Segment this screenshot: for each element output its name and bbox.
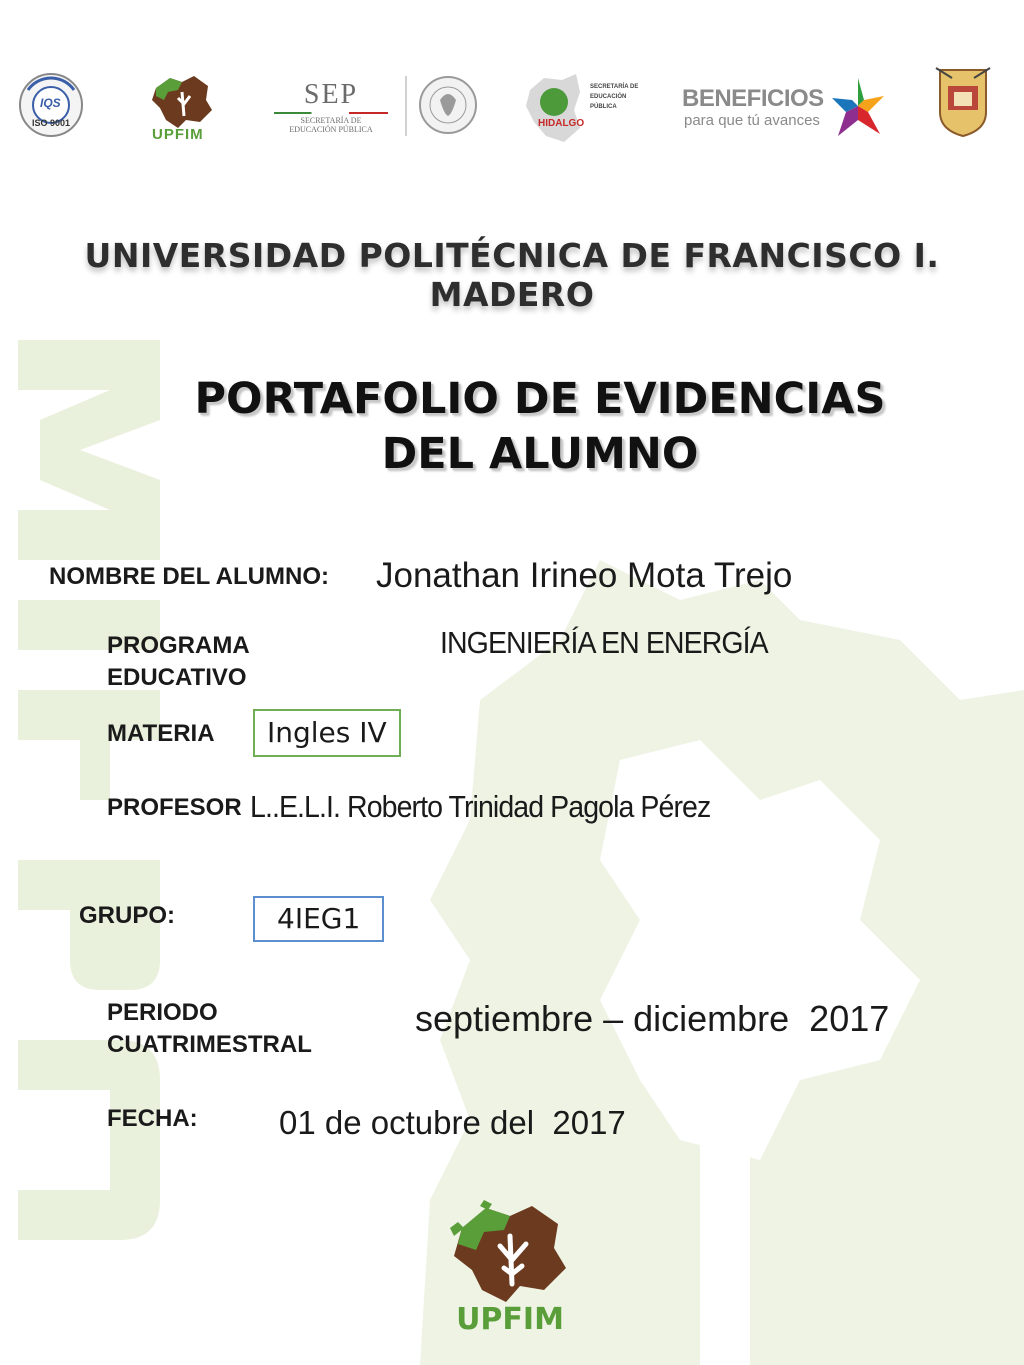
- university-name: UNIVERSIDAD POLITÉCNICA DE FRANCISCO I. MADERO: [84, 236, 940, 314]
- sep-line-1: SECRETARÍA DE: [300, 116, 362, 125]
- sep-abbreviation: SEP: [303, 79, 359, 110]
- sep-line-2: EDUCACIÓN PÚBLICA: [289, 125, 373, 134]
- date-value: 01 de octubre del 2017: [279, 1104, 626, 1141]
- hidalgo-secretaria-line-1: SECRETARÍA DE: [590, 84, 639, 90]
- hidalgo-secretaria-line-2: EDUCACIÓN: [590, 94, 627, 100]
- period-label-line-1: PERIODO: [107, 999, 218, 1026]
- beneficios-logo: [682, 76, 892, 140]
- professor-value: L..E.L.I. Roberto Trinidad Pagola Pérez: [250, 789, 711, 824]
- beneficios-title: BENEFICIOS: [682, 85, 824, 112]
- upfim-emblem-icon: [440, 1198, 580, 1308]
- hidalgo-education-logo: [524, 70, 644, 146]
- hidalgo-secretaria-line-3: PÚBLICA: [590, 104, 617, 110]
- beneficios-star-icon: [830, 76, 886, 140]
- student-name-label: NOMBRE DEL ALUMNO:: [49, 563, 329, 590]
- period-label-line-2: CUATRIMESTRAL: [107, 1031, 312, 1058]
- upfim-header-label: UPFIM: [152, 126, 204, 143]
- hidalgo-label: HIDALGO: [538, 118, 585, 129]
- program-label-line-1: PROGRAMA: [107, 632, 250, 659]
- upfim-footer-logo: [440, 1198, 580, 1338]
- group-value: 4IEG1: [253, 896, 384, 942]
- subject-label: MATERIA: [107, 720, 215, 747]
- iso-center-text: IQS: [40, 96, 61, 110]
- student-name-value: Jonathan Irineo Mota Trejo: [376, 556, 793, 595]
- iso-badge-text: ISO 9001: [32, 118, 71, 128]
- iso-certification-logo: [18, 70, 84, 140]
- date-label: FECHA:: [107, 1105, 198, 1132]
- upfim-footer-label: UPFIM: [456, 1302, 564, 1337]
- subject-value: Ingles IV: [253, 709, 401, 757]
- upfim-header-logo: [148, 70, 218, 146]
- divider-line: [405, 76, 407, 136]
- portfolio-title: PORTAFOLIO DE EVIDENCIAS DEL ALUMNO: [194, 374, 886, 479]
- sep-logo: [274, 80, 388, 144]
- professor-label: PROFESOR: [107, 794, 242, 821]
- period-value: septiembre – diciembre 2017: [415, 998, 890, 1039]
- mexico-coat-of-arms-logo: [418, 70, 478, 140]
- sep-color-bar: [274, 112, 388, 114]
- beneficios-subtitle: para que tú avances: [684, 112, 820, 129]
- program-value: INGENIERÍA EN ENERGÍA: [440, 625, 768, 660]
- hidalgo-state-shield-logo: [934, 64, 992, 144]
- group-label: GRUPO:: [79, 902, 175, 929]
- program-label-line-2: EDUCATIVO: [107, 664, 247, 691]
